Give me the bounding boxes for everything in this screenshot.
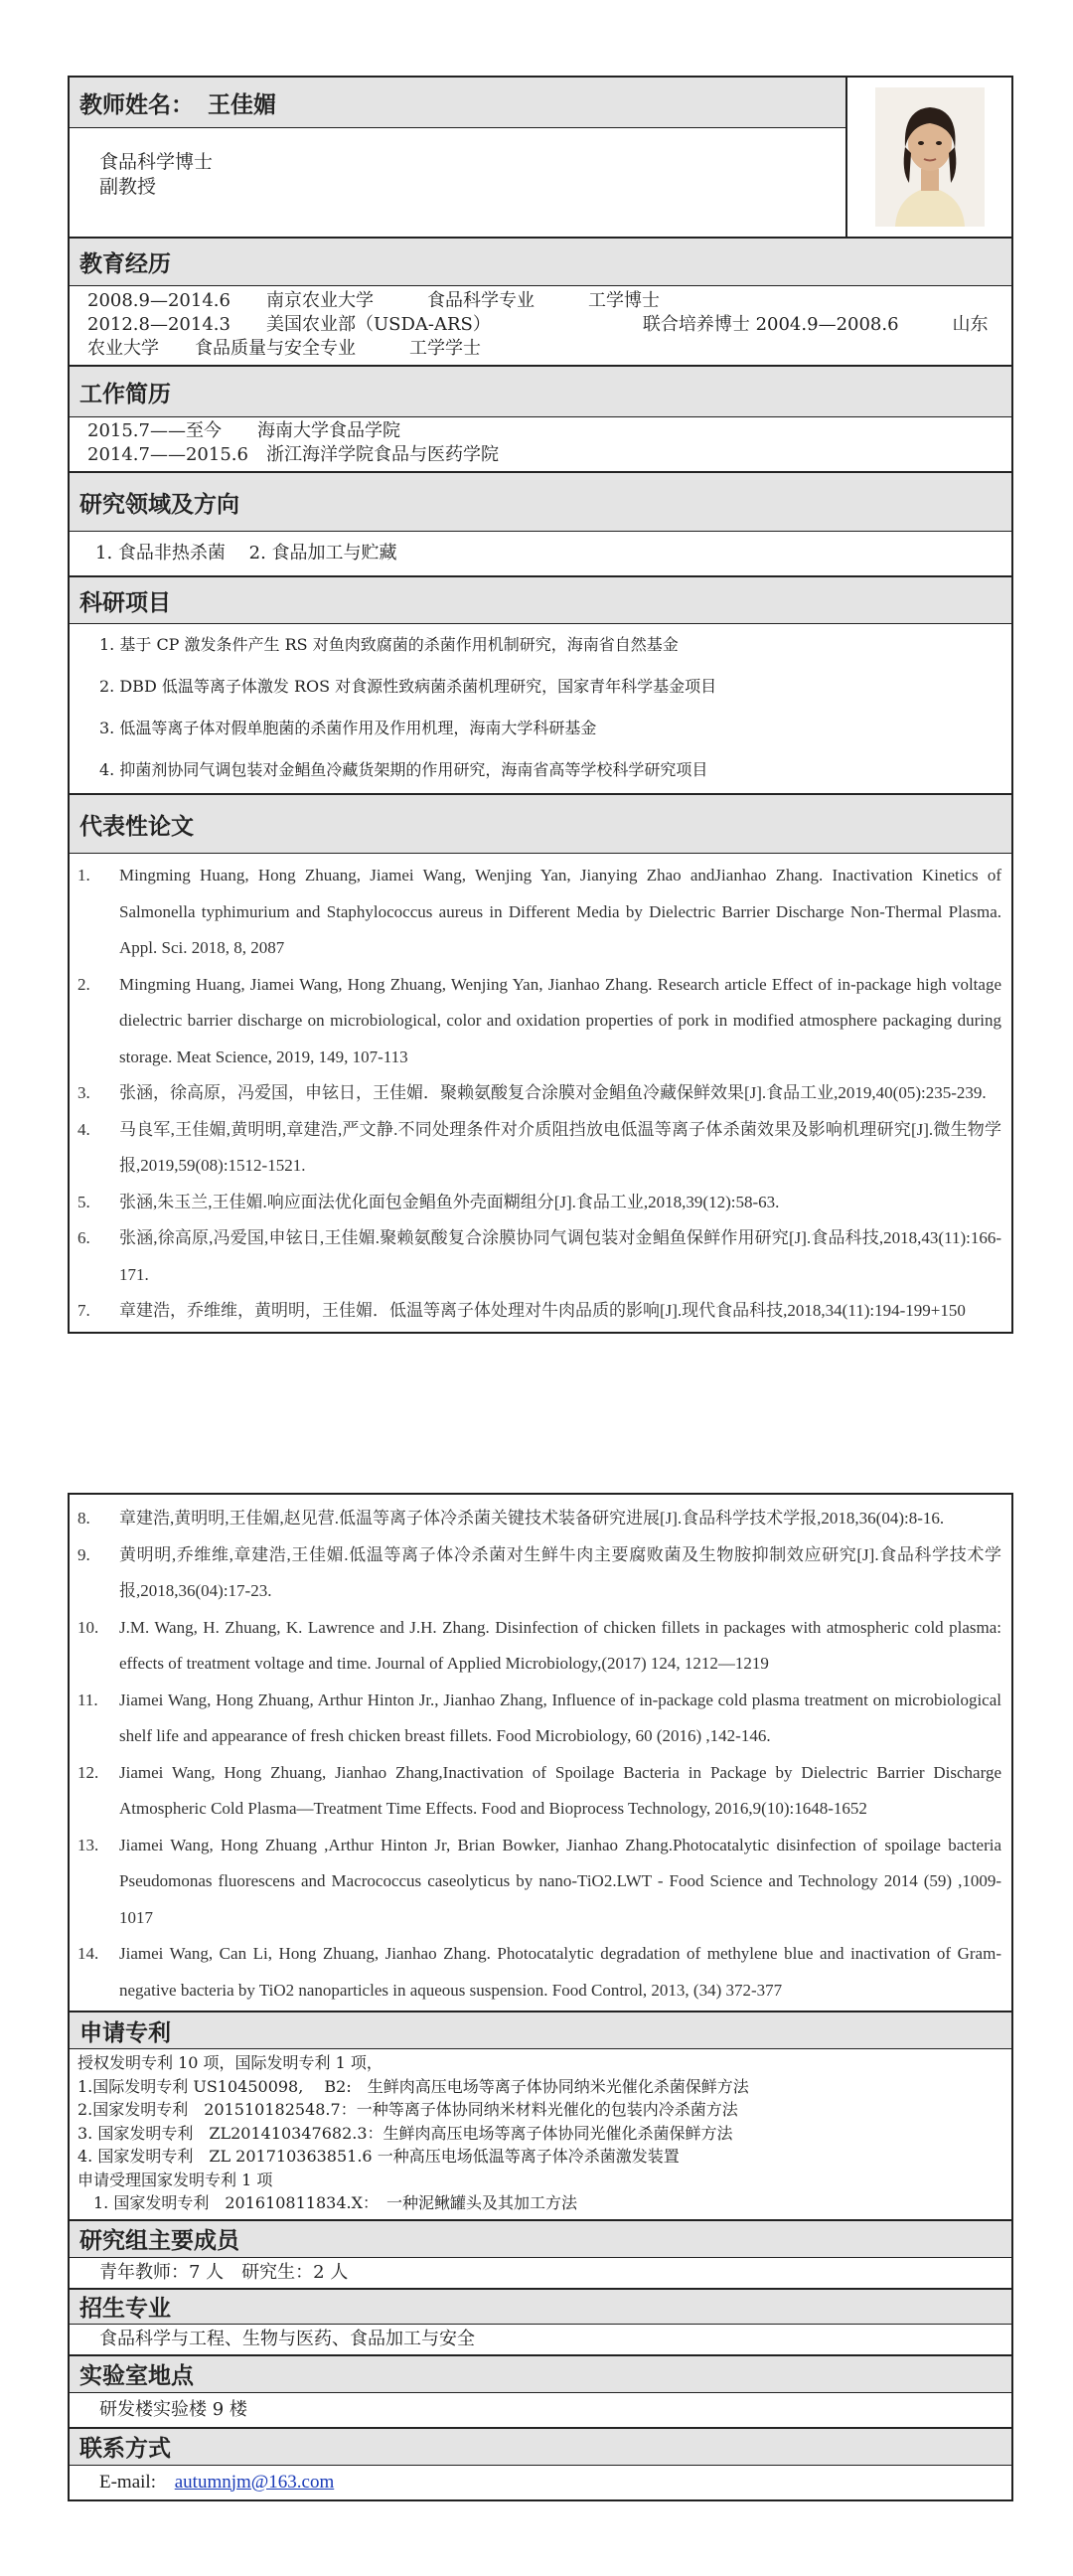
education-header: 教育经历: [70, 239, 1011, 286]
teacher-name: 王佳媚: [208, 90, 276, 118]
papers-list: [70, 854, 1011, 1332]
paper-number: 14.: [77, 1944, 99, 1963]
paper-number: 9.: [77, 1544, 90, 1564]
work-line: 2015.7——至今 海南大学食品学院: [87, 420, 400, 441]
paper-item: [70, 1683, 1011, 1755]
patents-header: 申请专利: [70, 2012, 1011, 2049]
paper-item: [70, 1936, 1011, 2009]
paper-item: [70, 1537, 1011, 1610]
paper-number: 10.: [77, 1617, 99, 1637]
research-line: 1. 食品非热杀菌 2. 食品加工与贮藏: [95, 543, 397, 564]
paper-item: [70, 1610, 1011, 1683]
paper-number: 11.: [77, 1690, 98, 1709]
papers-header: 代表性论文: [70, 795, 1011, 854]
name-header: [70, 78, 847, 128]
portrait-photo: [845, 78, 1011, 237]
work-line: 2014.7——2015.6 浙江海洋学院食品与医药学院: [87, 444, 499, 465]
education-body: [70, 286, 1011, 365]
name-label: 教师姓名：: [79, 90, 194, 118]
paper-citation: 马良军,王佳媚,黄明明,章建浩,严文静.不同处理条件对介质阻挡放电低温等离子体杀菌效果及影响机理研究[J].微生物学报,2019,59(08):1512-1521.: [119, 1119, 1001, 1175]
majors-header: 招生专业: [70, 2290, 1011, 2325]
degree: 食品科学博士: [99, 151, 214, 173]
group-body: [70, 2258, 1011, 2288]
paper-citation: Jiamei Wang, Hong Zhuang ,Arthur Hinton Jr, Brian Bowker, Jianhao Zhang.Photocatalytic disinfection of spoilage bacteria Pseudomonas fluorescens and Macrococcus caseolyticus by nano-TiO2.LWT - Food Science and Technology 2014 (59) ,1009-1017: [119, 1835, 1001, 1927]
paper-number: 4.: [77, 1119, 90, 1139]
paper-number: 7.: [77, 1301, 90, 1320]
lab-line: 研发楼实验楼 9 楼: [99, 2398, 247, 2420]
email-label: E-mail:: [99, 2471, 156, 2493]
paper-item: [70, 1501, 1011, 1537]
papers-list-continued: [70, 1495, 1011, 2011]
paper-item: [70, 1828, 1011, 1937]
lab-header: 实验室地点: [70, 2356, 1011, 2393]
paper-item: [70, 967, 1011, 1076]
lab-body: [70, 2393, 1011, 2427]
education-section: [70, 237, 1011, 365]
paper-citation: 章建浩，乔维维，黄明明，王佳媚．低温等离子体处理对牛肉品质的影响[J].现代食品科技,2018,34(11):194-199+150: [119, 1301, 966, 1320]
project-item: 4. 抑菌剂协同气调包装对金鲳鱼冷藏货架期的作用研究，海南省高等学校科学研究项目: [99, 760, 708, 779]
work-body: [70, 417, 1011, 471]
portrait-image: [875, 87, 985, 227]
group-section: [70, 2219, 1011, 2288]
patent-line: 1. 国家发明专利 201610811834.X： 一种泥鳅罐头及其加工方法: [77, 2193, 577, 2212]
paper-citation: Jiamei Wang, Can Li, Hong Zhuang, Jianhao Zhang. Photocatalytic degradation of methylene blue and inactivation of Gram-negative bacteria by TiO2 nanoparticles in aqueous suspension. Food Control, 2013, (34) 372-377: [119, 1944, 1001, 2000]
lab-section: [70, 2354, 1011, 2427]
patent-line: 3. 国家发明专利 ZL201410347682.3：生鲜肉高压电场等离子体协同光催化杀菌保鲜方法: [77, 2123, 733, 2143]
paper-citation: 张涵，徐高原，冯爱国，申铉日，王佳媚．聚赖氨酸复合涂膜对金鲳鱼冷藏保鲜效果[J].食品工业,2019,40(05):235-239.: [119, 1083, 987, 1102]
project-item: 3. 低温等离子体对假单胞菌的杀菌作用及作用机理，海南大学科研基金: [99, 719, 597, 737]
email-link[interactable]: autumnjm@163.com: [174, 2471, 335, 2493]
patents-body: [70, 2049, 1011, 2219]
paper-citation: 章建浩,黄明明,王佳媚,赵见营.低温等离子体冷杀菌关键技术装备研究进展[J].食品科学技术学报,2018,36(04):8-16.: [119, 1509, 945, 1528]
research-body: [70, 532, 1011, 575]
profile-page-2: [68, 1493, 1013, 2501]
paper-citation: Jiamei Wang, Hong Zhuang, Jianhao Zhang,Inactivation of Spoilage Bacteria in Package by Dielectric Barrier Discharge Atmospheric Cold Plasma—Treatment Time Effects. Food and Bioprocess Technology, 2016,9(10):1648-1652: [119, 1762, 1001, 1818]
paper-item: [70, 1112, 1011, 1185]
name-section: [70, 78, 1011, 237]
paper-item: [70, 1075, 1011, 1112]
education-line: 2012.8—2014.3 美国农业部（USDA-ARS） 联合培养博士 2004.9—2008.6 山东农业大学 食品质量与安全专业 工学学士: [87, 314, 989, 359]
paper-number: 8.: [77, 1509, 90, 1528]
profile-page-1: [68, 76, 1013, 1334]
paper-number: 2.: [77, 974, 90, 994]
majors-line: 食品科学与工程、生物与医药、食品加工与安全: [99, 2328, 475, 2349]
paper-citation: J.M. Wang, H. Zhuang, K. Lawrence and J.H. Zhang. Disinfection of chicken fillets in packages with atmospheric cold plasma: effects of treatment voltage and time. Journal of Applied Microbiology,(2017) 124, 1212—1219: [119, 1617, 1001, 1673]
project-item: 1. 基于 CP 激发条件产生 RS 对鱼肉致腐菌的杀菌作用机制研究，海南省自然基金: [99, 635, 679, 654]
patents-section: [70, 2011, 1011, 2219]
group-line: 青年教师：7 人 研究生：2 人: [99, 2261, 349, 2283]
research-section: [70, 471, 1011, 575]
patent-line: 授权发明专利 10 项，国际发明专利 1 项，: [77, 2053, 383, 2072]
paper-number: 3.: [77, 1083, 90, 1102]
patent-line: 申请受理国家发明专利 1 项: [77, 2170, 273, 2189]
research-header: 研究领域及方向: [70, 473, 1011, 532]
majors-body: [70, 2325, 1011, 2354]
paper-item: [70, 1185, 1011, 1221]
academic-title: 副教授: [99, 176, 157, 198]
projects-section: [70, 575, 1011, 793]
education-line: 2008.9—2014.6 南京农业大学 食品科学专业 工学博士: [87, 290, 660, 311]
contact-section: [70, 2427, 1011, 2499]
paper-citation: 张涵,朱玉兰,王佳媚.响应面法优化面包金鲳鱼外壳面糊组分[J].食品工业,2018,39(12):58-63.: [119, 1192, 780, 1211]
paper-citation: 黄明明,乔维维,章建浩,王佳媚.低温等离子体冷杀菌对生鲜牛肉主要腐败菌及生物胺抑制效应研究[J].食品科学技术学报,2018,36(04):17-23.: [119, 1544, 1001, 1600]
work-header: 工作简历: [70, 367, 1011, 417]
work-section: [70, 365, 1011, 471]
paper-item: [70, 1293, 1011, 1330]
contact-header: 联系方式: [70, 2429, 1011, 2466]
paper-citation: Mingming Huang, Hong Zhuang, Jiamei Wang, Wenjing Yan, Jianying Zhao andJianhao Zhang. Inactivation Kinetics of Salmonella typhimurium and Staphylococcus aureus in Different Media by Dielectric Barrier Discharge Non-Thermal Plasma. Appl. Sci. 2018, 8, 2087: [119, 866, 1001, 957]
papers-continued-section: [70, 1495, 1011, 2011]
paper-item: [70, 1220, 1011, 1293]
paper-number: 5.: [77, 1192, 90, 1211]
patent-line: 4. 国家发明专利 ZL 201710363851.6 一种高压电场低温等离子体冷杀菌激发装置: [77, 2147, 680, 2166]
patent-line: 2.国家发明专利 201510182548.7：一种等离子体协同纳米材料光催化的包装内冷杀菌方法: [77, 2100, 738, 2119]
paper-number: 13.: [77, 1835, 99, 1854]
contact-body: [70, 2466, 1011, 2499]
paper-citation: Mingming Huang, Jiamei Wang, Hong Zhuang, Wenjing Yan, Jianhao Zhang. Research article Effect of in-package high voltage dielectric barrier discharge on microbiological, color and oxidation properties of pork in modified atmosphere packaging during storage. Meat Science, 2019, 149, 107-113: [119, 974, 1001, 1066]
majors-section: [70, 2288, 1011, 2354]
project-item: 2. DBD 低温等离子体激发 ROS 对食源性致病菌杀菌机理研究，国家青年科学基金项目: [99, 677, 717, 696]
paper-item: [70, 1755, 1011, 1828]
paper-citation: 张涵,徐高原,冯爱国,申铉日,王佳媚.聚赖氨酸复合涂膜协同气调包装对金鲳鱼保鲜作用研究[J].食品科技,2018,43(11):166-171.: [119, 1228, 1001, 1284]
patent-line: 1.国际发明专利 US10450098, B2: 生鲜肉高压电场等离子体协同纳米光催化杀菌保鲜方法: [77, 2076, 749, 2096]
group-header: 研究组主要成员: [70, 2221, 1011, 2258]
projects-body: [70, 624, 1011, 793]
paper-citation: Jiamei Wang, Hong Zhuang, Arthur Hinton Jr., Jianhao Zhang, Influence of in-package cold plasma treatment on microbiological shelf life and appearance of fresh chicken breast fillets. Food Microbiology, 60 (2016) ,142-146.: [119, 1690, 1001, 1745]
paper-number: 12.: [77, 1762, 99, 1782]
paper-item: [70, 858, 1011, 967]
projects-header: 科研项目: [70, 577, 1011, 624]
paper-number: 6.: [77, 1228, 90, 1247]
paper-number: 1.: [77, 866, 90, 885]
papers-section: [70, 793, 1011, 1332]
